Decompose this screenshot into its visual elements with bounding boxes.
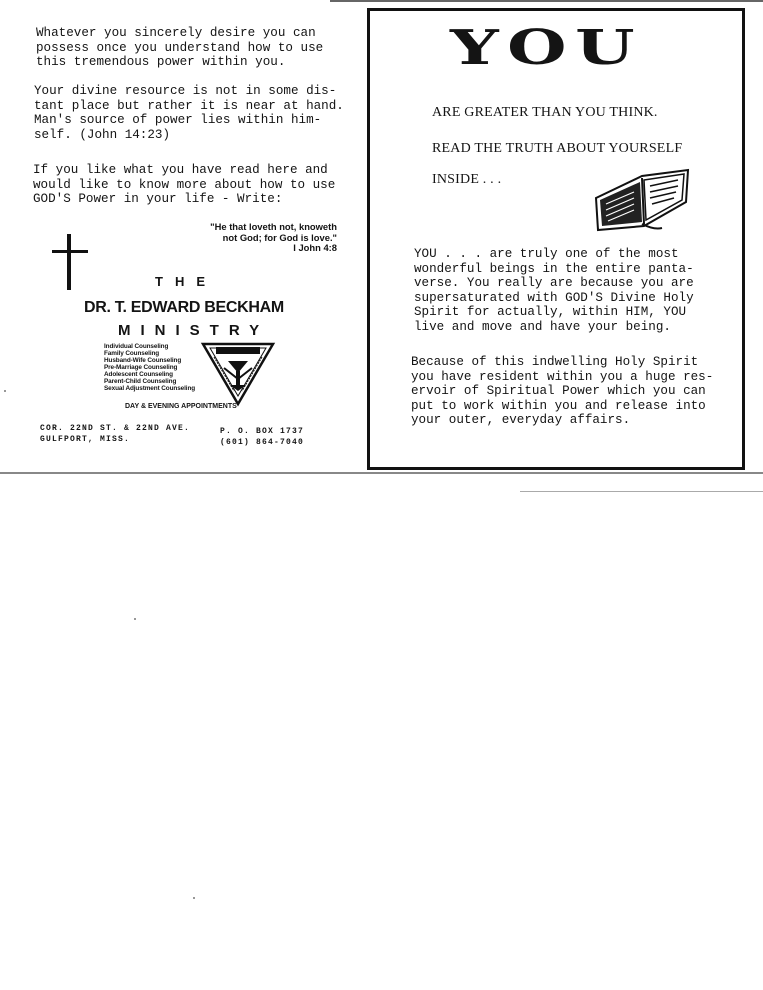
service-item: Pre-Marriage Counseling	[104, 364, 178, 371]
street-address: COR. 22ND ST. & 22ND AVE. GULFPORT, MISS.	[40, 424, 191, 444]
service-item: Husband-Wife Counseling	[104, 357, 182, 364]
fold-line-shadow	[520, 491, 763, 492]
top-rule	[330, 0, 763, 2]
left-panel	[0, 0, 360, 470]
service-item: Family Counseling	[104, 350, 160, 357]
write-paragraph: If you like what you have read here and would like to know more about how to use GOD'S Power in your life - Write:	[33, 163, 336, 207]
services-list	[104, 343, 195, 392]
contact-info: P. O. BOX 1737 (601) 864-7040	[220, 427, 305, 447]
open-bible-icon	[592, 168, 692, 234]
speck	[4, 390, 6, 392]
speck	[134, 618, 136, 620]
intro-paragraph: Whatever you sincerely desire you can possess once you understand how to use this tremendous power within you.	[36, 26, 324, 70]
you-paragraph: YOU . . . are truly one of the most wonderful beings in the entire panta- verse. You really are because you are supersaturated with GOD'S Divine Holy Spirit for actually, within HIM, YOU live and move and have your being.	[414, 247, 694, 334]
scripture-quote: "He that loveth not, knoweth not God; for God is love." I John 4:8	[210, 221, 337, 254]
ministry-name: DR. T. EDWARD BECKHAM	[84, 299, 284, 316]
appointments-note: DAY & EVENING APPOINTMENTS	[125, 403, 237, 410]
the-heading: THE	[155, 274, 217, 289]
ministry-emblem-icon	[200, 341, 276, 407]
holy-spirit-paragraph: Because of this indwelling Holy Spirit you have resident within you a huge res- ervoir of Spiritual Power which you can put to work within you and release into your outer, everyday affairs.	[411, 355, 714, 428]
service-item: Parent-Child Counseling	[104, 378, 177, 385]
you-title: YOU	[450, 20, 644, 76]
greater-line: ARE GREATER THAN YOU THINK.	[432, 105, 658, 120]
service-item: Individual Counseling	[104, 343, 169, 350]
service-item: Adolescent Counseling	[104, 371, 173, 378]
divine-resource-paragraph: Your divine resource is not in some dis- tant place but rather it is near at hand. Man's source of power lies within him- self. (John 14:23)	[34, 84, 344, 142]
ministry-heading: MINISTRY	[118, 322, 270, 339]
speck	[193, 897, 195, 899]
fold-line	[0, 472, 763, 474]
inside-line: INSIDE . . .	[432, 172, 502, 187]
service-item: Sexual Adjustment Counseling	[104, 385, 196, 392]
truth-line: READ THE TRUTH ABOUT YOURSELF	[432, 141, 683, 156]
